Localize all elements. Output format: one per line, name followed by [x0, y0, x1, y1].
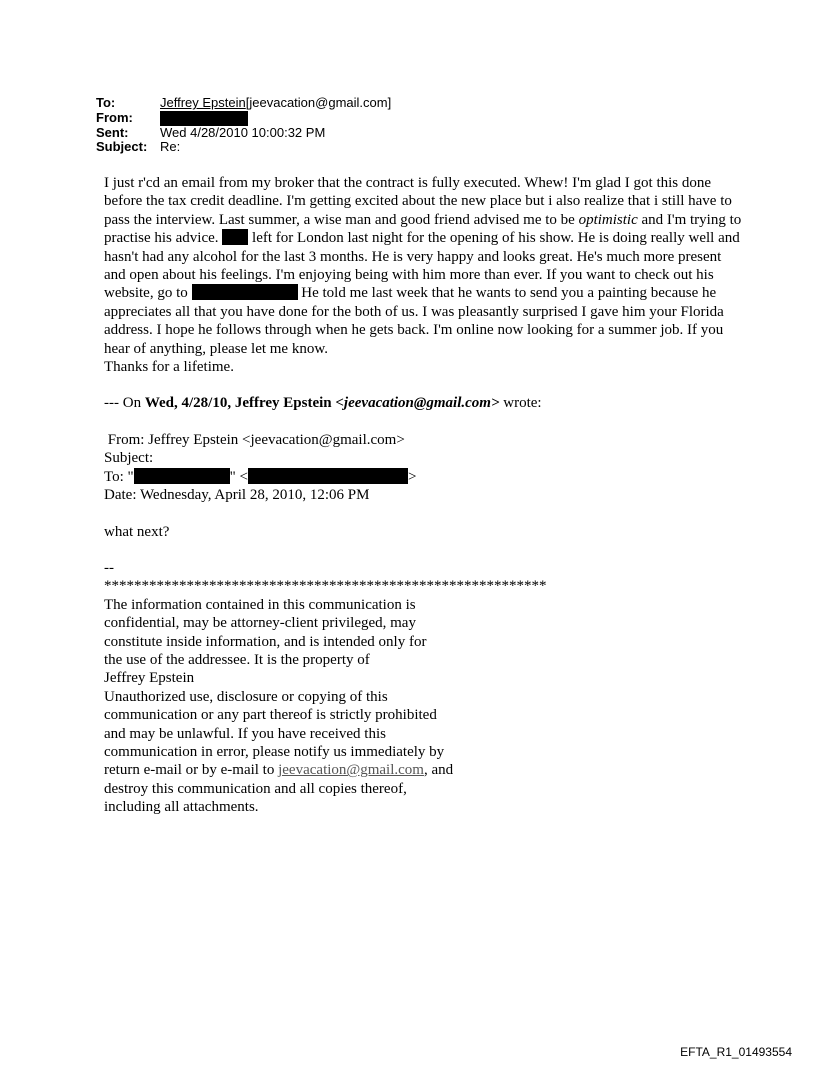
return-suffix: , and — [423, 762, 454, 779]
redaction-box — [160, 111, 248, 126]
disclaimer-line: constitute inside information, and is intended only for — [104, 633, 427, 650]
subject-row — [96, 140, 391, 155]
disclaimer-line: Jeffrey Epstein — [104, 670, 195, 687]
subject-value: Re: — [160, 139, 181, 154]
return-prefix: return e-mail or by e-mail to — [104, 762, 279, 779]
disclaimer-line: and may be unlawful. If you have received this — [104, 725, 386, 742]
disclaimer-return-line — [104, 761, 744, 779]
message-emphasis: optimistic — [578, 211, 638, 228]
quoted-to-end: > — [408, 468, 417, 485]
to-label: To: — [96, 95, 116, 110]
email-link[interactable]: jeevacation@gmail.com — [278, 762, 424, 779]
email-body — [104, 174, 744, 817]
disclaimer-line: including all attachments. — [104, 799, 259, 816]
message-paragraph — [104, 174, 744, 358]
quoted-to — [104, 468, 744, 486]
quoted-subject: Subject: — [104, 450, 154, 467]
redaction-box — [192, 284, 298, 300]
sent-value: Wed 4/28/2010 10:00:32 PM — [160, 124, 326, 140]
quoted-body: what next? — [104, 523, 170, 540]
quoted-to-prefix: To: " — [104, 468, 134, 485]
disclaimer-line: communication in error, please notify us immediately by — [104, 743, 445, 760]
disclaimer-line: communication or any part thereof is strictly prohibited — [104, 707, 437, 724]
quoted-to-mid: " < — [229, 468, 248, 485]
from-row — [96, 111, 391, 126]
subject-label: Subject: — [96, 139, 148, 154]
sent-row — [96, 126, 391, 141]
disclaimer — [104, 596, 744, 817]
sent-label: Sent: — [96, 124, 129, 140]
from-label: From: — [96, 109, 133, 125]
quote-prefix: --- On — [104, 395, 145, 412]
quote-intro — [104, 394, 744, 412]
quoted-from: From: Jeffrey Epstein <jeevacation@gmail.com> — [104, 431, 405, 448]
to-value — [160, 96, 391, 111]
message-text-c: left for London last night for the opening of his show. He is doing really well and hasn't had any alcohol for the last 3 months. He is very happy and looks great. He's much more present and open about his feelings. I'm enjoying being with him more than ever. If you want to check out his website, go to — [104, 230, 740, 302]
disclaimer-line: the use of the addressee. It is the property of — [104, 651, 370, 668]
quote-sender: Wed, 4/28/10, Jeffrey Epstein — [144, 395, 336, 412]
document-id: EFTA_R1_01493554 — [680, 1045, 792, 1059]
disclaimer-line: The information contained in this communication is — [104, 596, 416, 613]
to-row — [96, 96, 391, 111]
quoted-date: Date: Wednesday, April 28, 2010, 12:06 PM — [104, 487, 370, 504]
disclaimer-line: confidential, may be attorney-client privileged, may — [104, 615, 416, 632]
to-email: [jeevacation@gmail.com] — [245, 95, 392, 110]
signature-stars: *********************************************************** — [104, 578, 547, 595]
message-text-b: and I'm trying to practise his advice. — [104, 211, 742, 247]
thanks-line: Thanks for a lifetime. — [104, 359, 234, 376]
to-name: Jeffrey Epstein — [160, 95, 246, 110]
disclaimer-line: Unauthorized use, disclosure or copying of this — [104, 688, 388, 705]
redaction-box — [248, 468, 408, 484]
disclaimer-line: destroy this communication and all copies thereof, — [104, 780, 407, 797]
email-header — [96, 96, 391, 155]
quote-suffix: wrote: — [499, 395, 542, 412]
signature-dash: -- — [104, 559, 114, 576]
message-text-a: I just r'cd an email from my broker that the contract is fully executed. Whew! I'm glad I got this done before the tax credit deadline. I'm getting excited about the new place but i also realize that i still have to pass the interview. Last summer, a wise man and good friend advised me to be — [104, 175, 732, 228]
redaction-box — [134, 468, 230, 484]
redaction-box — [222, 229, 248, 245]
quote-sender-email: <jeevacation@gmail.com> — [335, 395, 500, 412]
message-text-d: He told me last week that he wants to send you a painting because he appreciates all that you have done for the both of us. I was pleasantly surprised I gave him your Florida address. I hope he follows through when he gets back. I'm online now looking for a summer job. If you hear of anything, please let me know. — [104, 285, 724, 357]
